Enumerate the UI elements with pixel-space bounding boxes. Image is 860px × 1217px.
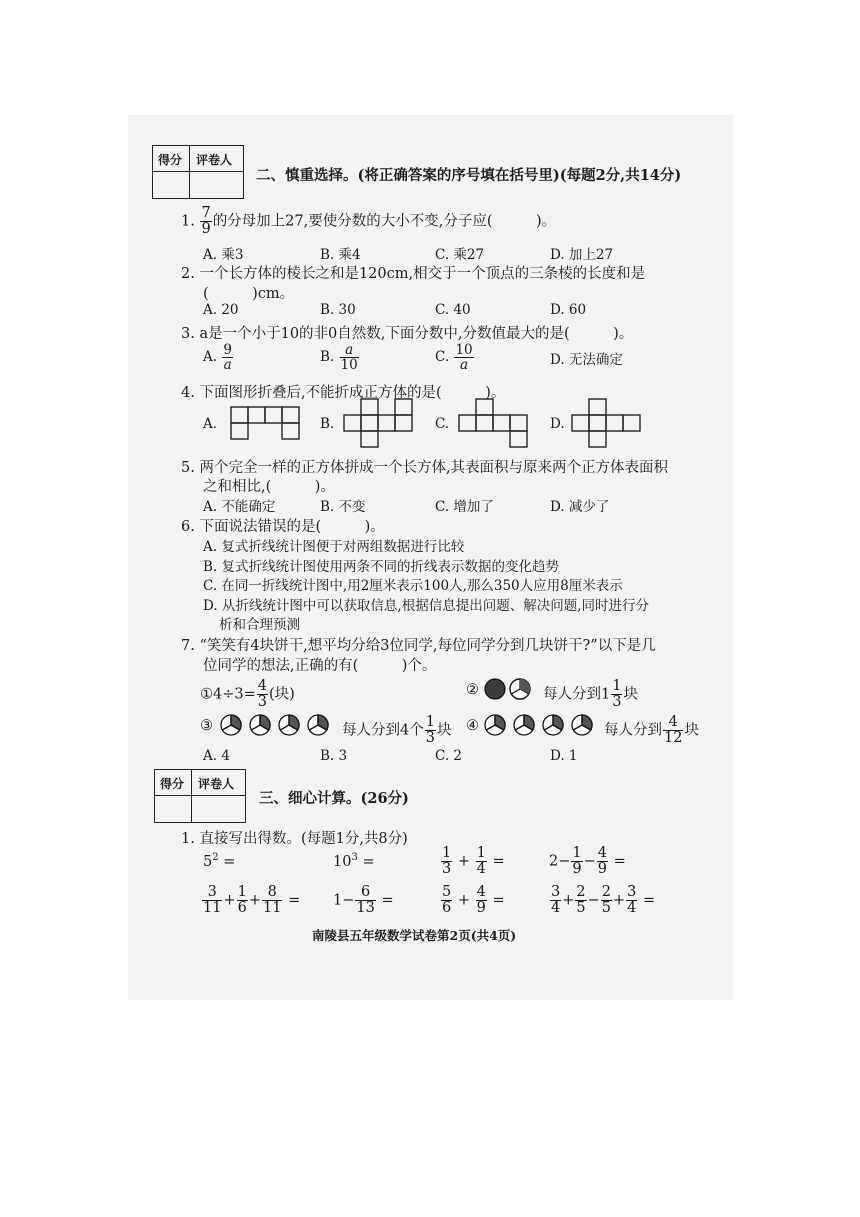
section-3-sub-1: 1. 直接写出得数。(每题1分,共8分) <box>181 831 408 847</box>
q6-option-c: C. 在同一折线统计图中,用2厘米表示100人,那么350人应用8厘米表示 <box>203 578 623 594</box>
q7-method-4: 每人分到 $\frac{4}{12}$ 块 <box>604 714 699 747</box>
question-5-line-2: 之和相比,( )。 <box>203 479 335 495</box>
q6-option-d-line-2: 析和合理预测 <box>219 617 300 633</box>
question-5-line-1: 5. 两个完全一样的正方体拼成一个长方体,其表面积与原来两个正方体表面积 <box>181 460 669 476</box>
cookie-icon <box>220 714 336 738</box>
q7-method-4-prefix: ④ <box>466 718 479 734</box>
q5-option-c: C. 增加了 <box>435 499 494 515</box>
q1-option-b: B. 乘4 <box>320 247 361 263</box>
q2-option-c: C. 40 <box>435 302 471 318</box>
q3-option-c: C. $\frac{10}{a}$ <box>435 342 473 374</box>
q7-method-3-prefix: ③ <box>200 718 213 734</box>
q1-option-d: D. 加上27 <box>550 247 614 263</box>
calc-expr: $\frac{5}{6}$ + $\frac{4}{9}$ = <box>442 884 505 917</box>
q1-option-a: A. 乘3 <box>203 247 244 263</box>
q3-option-a: A. $\frac{9}{a}$ <box>203 342 232 374</box>
calc-expr: $\frac{1}{3}$ + $\frac{1}{4}$ = <box>442 845 505 878</box>
question-2-line-2: ( )cm。 <box>203 286 295 302</box>
cube-net-b <box>343 397 429 449</box>
score-label: 得分 <box>160 777 185 791</box>
calc-expr: 2− $\frac{1}{9}$ − $\frac{4}{9}$ = <box>549 845 626 878</box>
calc-expr: $10^3$ = <box>333 852 375 870</box>
q4-label-b: B. <box>320 416 335 432</box>
q7-option-a: A. 4 <box>203 748 230 764</box>
q7-method-2: 每人分到1 $\frac{1}{3}$ 块 <box>543 678 638 711</box>
q4-label-c: C. <box>435 416 450 432</box>
question-2-line-1: 2. 一个长方体的棱长之和是120cm,相交于一个顶点的三条棱的长度和是 <box>181 266 646 282</box>
q4-label-d: D. <box>550 416 565 432</box>
q5-option-a: A. 不能确定 <box>203 499 276 515</box>
q2-option-d: D. 60 <box>550 302 587 318</box>
q7-method-2-prefix: ② <box>466 682 479 698</box>
q5-option-d: D. 减少了 <box>550 499 610 515</box>
question-6: 6. 下面说法错误的是( )。 <box>181 519 385 535</box>
q7-option-c: C. 2 <box>435 748 463 764</box>
q3-option-b: B. $\frac{a}{10}$ <box>320 342 358 374</box>
question-4: 4. 下面图形折叠后,不能折成正方体的是( )。 <box>181 385 506 401</box>
score-box <box>152 145 244 199</box>
q4-label-a: A. <box>203 416 218 432</box>
cube-net-d <box>571 397 643 449</box>
q6-option-a: A. 复式折线统计图便于对两组数据进行比较 <box>203 539 465 555</box>
q1-option-c: C. 乘27 <box>435 247 485 263</box>
section-2-heading: 二、慎重选择。(将正确答案的序号填在括号里)(每题2分,共14分) <box>256 167 682 184</box>
calc-expr: $5^2$ = <box>203 852 236 870</box>
q3-option-d: D. 无法确定 <box>550 352 623 368</box>
q7-method-1: ①4÷3= $\frac{4}{3}$ (块) <box>200 678 295 711</box>
question-7-line-1: 7. “笑笑有4块饼干,想平均分给3位同学,每位同学分到几块饼干?”以下是几 <box>181 638 656 654</box>
calc-expr: 1− $\frac{6}{13}$ = <box>333 884 394 917</box>
q7-option-d: D. 1 <box>550 748 578 764</box>
question-3: 3. a是一个小于10的非0自然数,下面分数中,分数值最大的是( )。 <box>181 326 634 342</box>
calc-expr: $\frac{3}{4}$ + $\frac{2}{5}$ − $\frac{2}{5}$ + $\frac{3}{4}$ = <box>551 884 656 917</box>
q7-option-b: B. 3 <box>320 748 348 764</box>
question-7-line-2: 位同学的想法,正确的有( )个。 <box>203 658 437 674</box>
q2-option-a: A. 20 <box>203 302 239 318</box>
fraction: $\frac{7}{9}$ <box>201 205 211 238</box>
cube-net-a <box>229 405 299 441</box>
section-3-heading: 三、细心计算。(26分) <box>259 790 409 807</box>
q6-option-b: B. 复式折线统计图使用两条不同的折线表示数据的变化趋势 <box>203 559 560 575</box>
cube-net-c <box>458 397 528 449</box>
q5-option-b: B. 不变 <box>320 499 366 515</box>
cookie-icon <box>484 678 532 702</box>
page-footer: 南陵县五年级数学试卷第2页(共4页) <box>312 928 517 943</box>
q6-option-d-line-1: D. 从折线统计图中可以获取信息,根据信息提出问题、解决问题,同时进行分 <box>203 598 650 614</box>
score-label: 得分 <box>158 153 183 167</box>
question-1: 1. $\frac{7}{9}$ 的分母加上27,要使分数的大小不变,分子应( )。 <box>181 205 557 238</box>
calc-expr: $\frac{3}{11}$ + $\frac{1}{6}$ + $\frac{8}{11}$ = <box>203 884 301 917</box>
q2-option-b: B. 30 <box>320 302 356 318</box>
q7-method-3: 每人分到4个 $\frac{1}{3}$ 块 <box>342 714 452 747</box>
cookie-icon <box>484 714 600 738</box>
grader-label: 评卷人 <box>196 153 233 167</box>
grader-label: 评卷人 <box>198 777 235 791</box>
score-box <box>154 769 246 823</box>
